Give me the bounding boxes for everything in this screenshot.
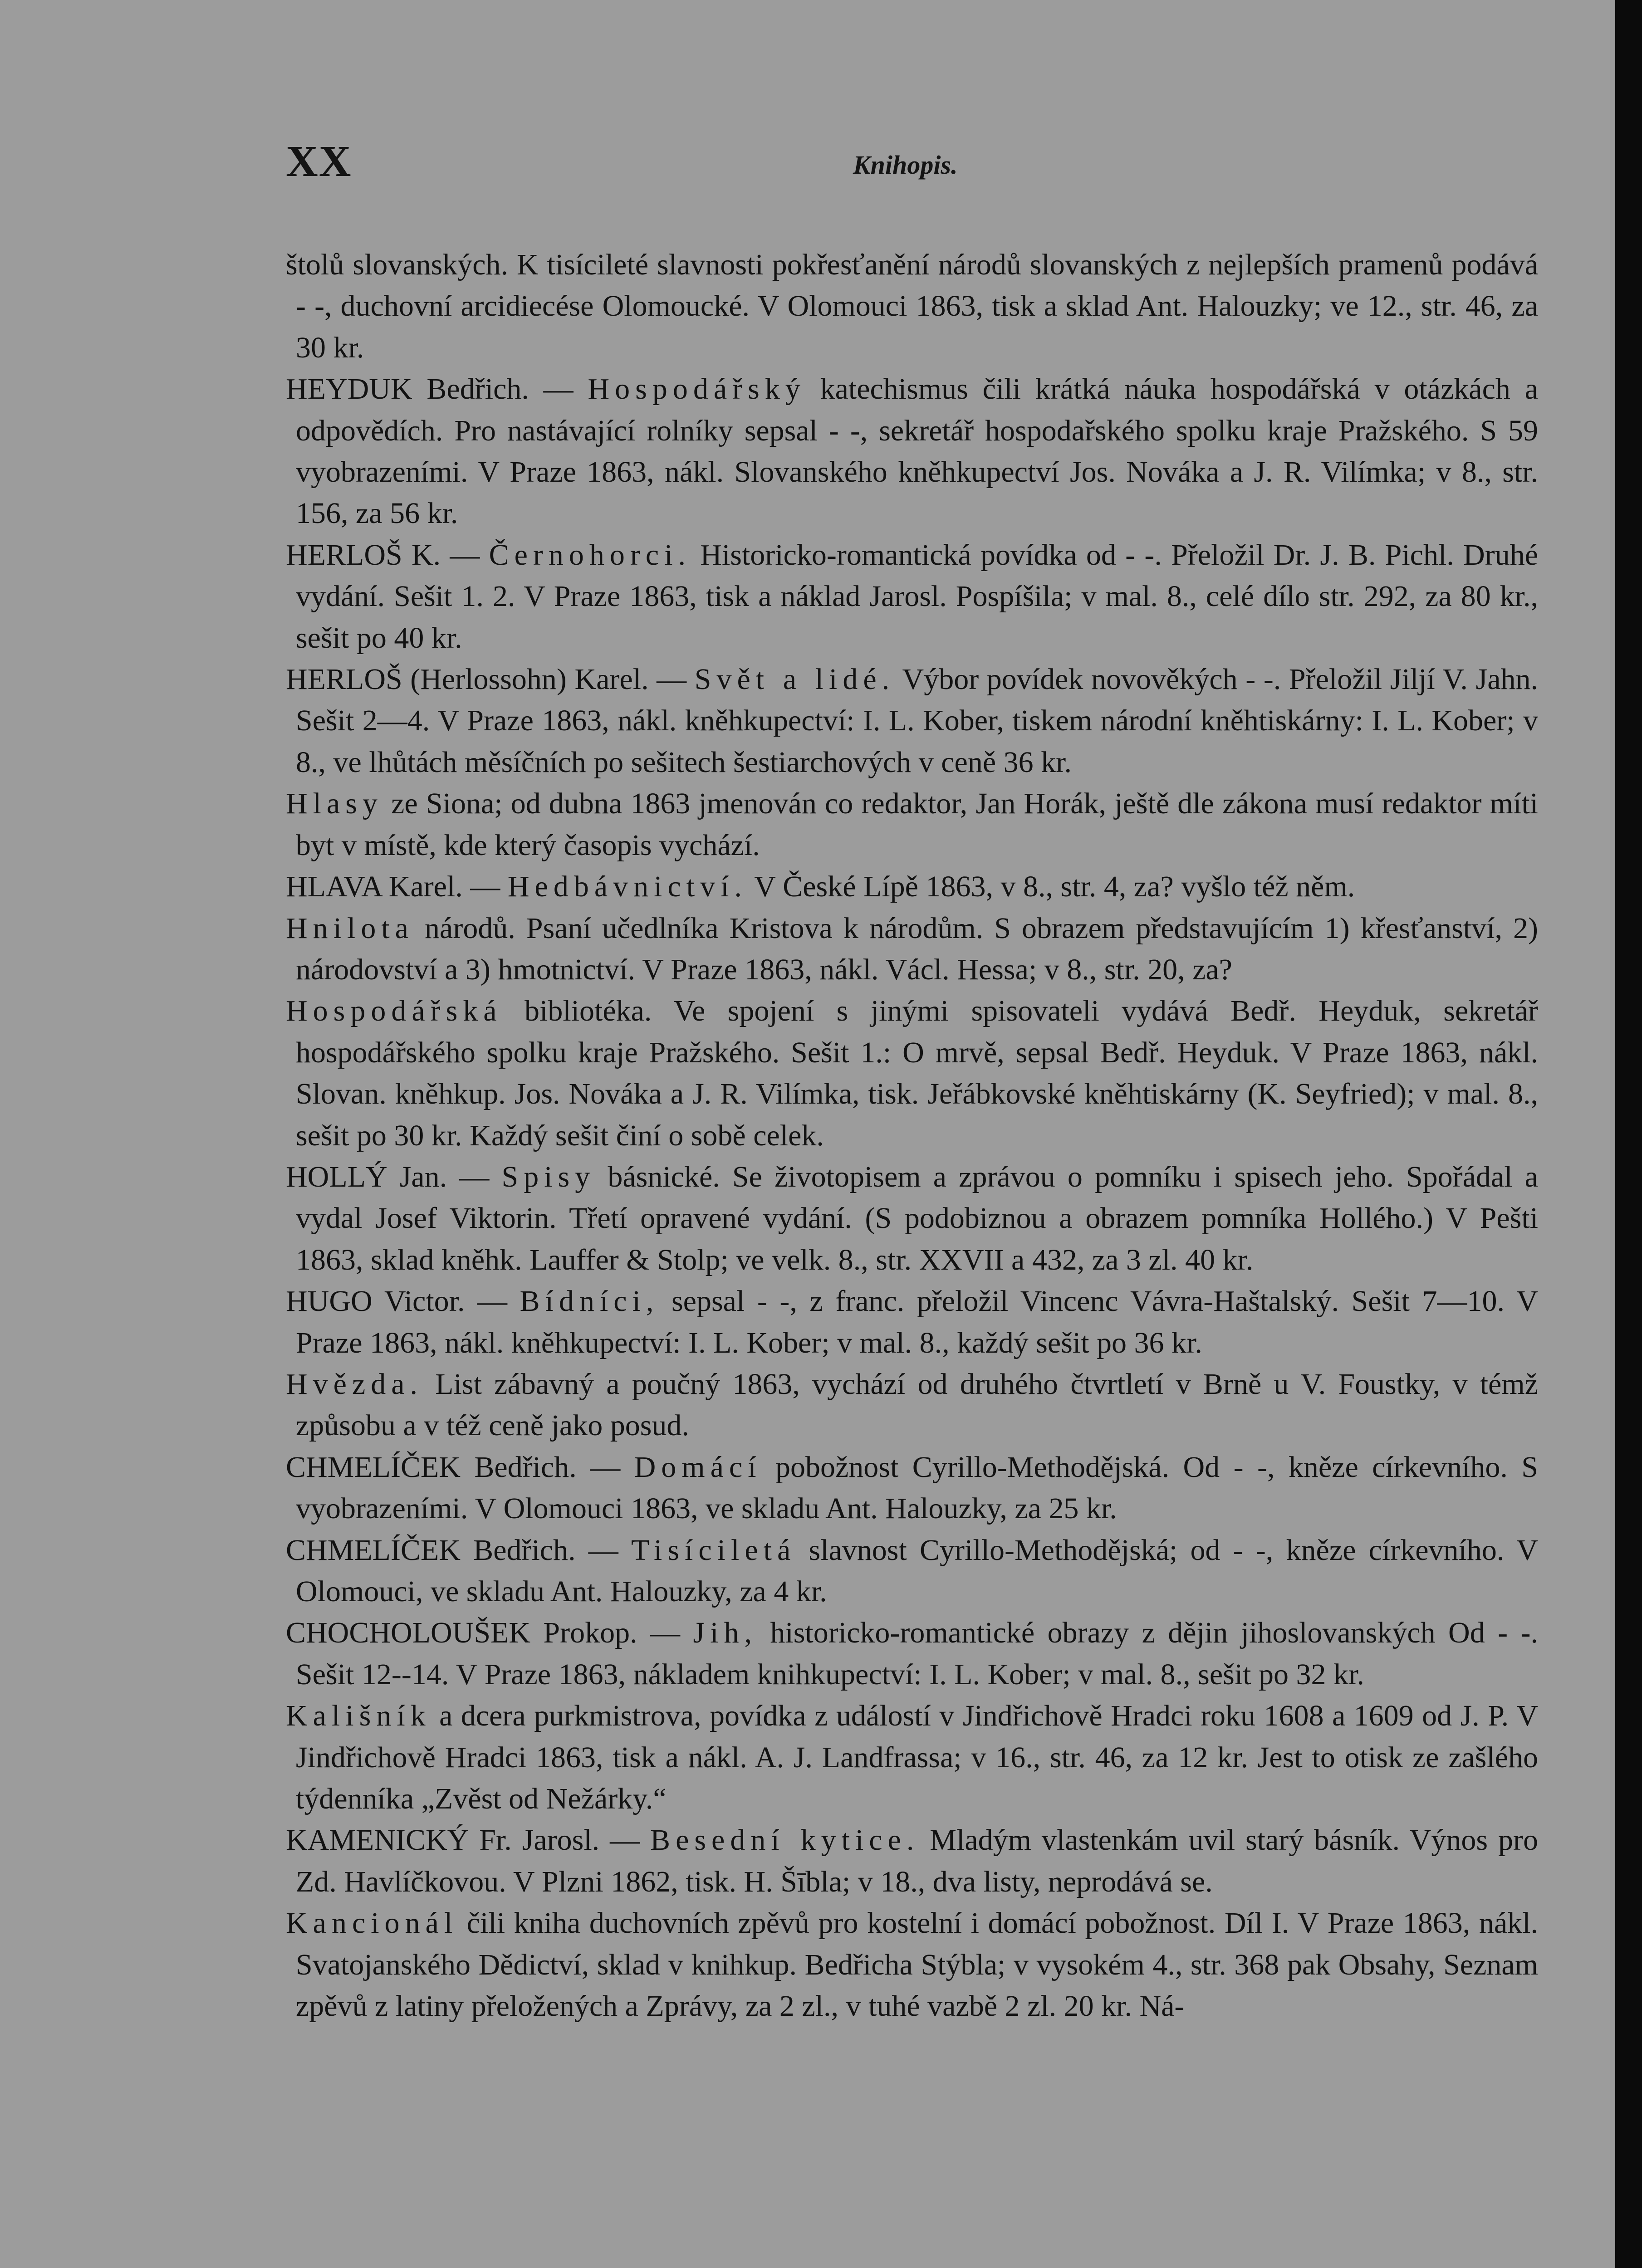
entry: HLAVA Karel. — Hedbávnictví. V České Lípě 1863, v 8., str. 4, za? vyšlo též něm.	[286, 870, 1355, 904]
entry: HOLLÝ Jan. — Spisy básnické. Se životopisem a zprávou o pomníku i spisech jeho. Spořádal a vydal Josef Viktorin. Třetí opravené vydání. (S podobiznou a obrazem pomníka Hollého.) V Pešti 1863, sklad kněhk. Lauffer & Stolp; ve velk. 8., str. XXVII a 432, za 3 zl. 40 kr.	[286, 1160, 1538, 1276]
entry: HUGO Victor. — Bídníci, sepsal - -, z franc. přeložil Vincenc Vávra-Haštalský. Sešit 7—10. V Praze 1863, nákl. kněhkupectví: I. L. Kober; v mal. 8., každý sešit po 36 kr.	[286, 1285, 1538, 1359]
entry: CHMELÍČEK Bedřich. — Domácí pobožnost Cyrillo-Methodějská. Od - -, kněze církevního. S vyobrazeními. V Olomouci 1863, ve skladu Ant. Halouzky, za 25 kr.	[286, 1450, 1538, 1525]
entry: Hvězda. List zábavný a poučný 1863, vychází od druhého čtvrtletí v Brně u V. Foustky, v témž způsobu a v též ceně jako posud.	[286, 1367, 1538, 1442]
running-title: Knihopis.	[853, 150, 958, 180]
entry: HERLOŠ K. — Černohorci. Historicko-romantická povídka od - -. Přeložil Dr. J. B. Pichl. Druhé vydání. Sešit 1. 2. V Praze 1863, tisk a náklad Jarosl. Pospíšila; v mal. 8., celé dílo str. 292, za 80 kr., sešit po 40 kr.	[286, 538, 1538, 655]
page-number: XX	[286, 137, 352, 186]
entry: Hlasy ze Siona; od dubna 1863 jmenován co redaktor, Jan Horák, ještě dle zákona musí redaktor míti byt v místě, kde který časopis vychází.	[286, 787, 1538, 862]
entry: CHMELÍČEK Bedřich. — Tisíciletá slavnost Cyrillo-Methodějská; od - -, kněze církevního. V Olomouci, ve skladu Ant. Halouzky, za 4 kr.	[286, 1533, 1539, 1608]
scan-border	[1615, 0, 1642, 2268]
entry: CHOCHOLOUŠEK Prokop. — Jih, historicko-romantické obrazy z dějin jihoslovanských Od - -. Sešit 12--14. V Praze 1863, nákladem knihkupectví: I. L. Kober; v mal. 8., sešit po 32 kr.	[286, 1616, 1539, 1691]
page-header	[286, 136, 1479, 186]
entry: KAMENICKÝ Fr. Jarosl. — Besední kytice. Mladým vlastenkám uvil starý básník. Výnos pro Zd. Havlíčkovou. V Plzni 1862, tisk. H. Šībla; v 18., dva listy, neprodává se.	[286, 1823, 1538, 1898]
entry: HEYDUK Bedřich. — Hospodářský katechismus čili krátká náuka hospodářská v otázkách a odpovědích. Pro nastávající rolníky sepsal - -, sekretář hospodařského spolku kraje Pražského. S 59 vyobrazeními. V Praze 1863, nákl. Slovanského kněhkupectví Jos. Nováka a J. R. Vilímka; v 8., str. 156, za 56 kr.	[286, 372, 1538, 530]
entry: Kancionál čili kniha duchovních zpěvů pro kostelní i domácí pobožnost. Díl I. V Praze 1863, nákl. Svatojanského Dědictví, sklad v knihkup. Bedřicha Stýbla; v vysokém 4., str. 368 pak Obsahy, Seznam zpěvů z latiny přeložených a Zprávy, za 2 zl., v tuhé vazbě 2 zl. 20 kr. Ná-	[286, 1906, 1538, 2023]
bibliography-text	[286, 244, 1538, 2027]
entry: štolů slovanských. K tisícileté slavnosti pokřesťanění národů slovanských z nejlepších pramenů podává - -, duchovní arcidiecése Olomoucké. V Olomouci 1863, tisk a sklad Ant. Halouzky; ve 12., str. 46, za 30 kr.	[286, 248, 1538, 364]
entry: Hospodářská bibliotéka. Ve spojení s jinými spisovateli vydává Bedř. Heyduk, sekretář hospodářského spolku kraje Pražského. Sešit 1.: O mrvě, sepsal Bedř. Heyduk. V Praze 1863, nákl. Slovan. kněhkup. Jos. Nováka a J. R. Vilímka, tisk. Jeřábkovské kněhtiskárny (K. Seyfried); v mal. 8., sešit po 30 kr. Každý sešit činí o sobě celek.	[286, 994, 1538, 1152]
entry: Kališník a dcera purkmistrova, povídka z událostí v Jindřichově Hradci roku 1608 a 1609 od J. P. V Jindřichově Hradci 1863, tisk a nákl. A. J. Landfrassa; v 16., str. 46, za 12 kr. Jest to otisk ze zašlého týdenníka „Zvěst od Nežárky.“	[286, 1699, 1538, 1816]
entry: HERLOŠ (Herlossohn) Karel. — Svět a lidé. Výbor povídek novověkých - -. Přeložil Jiljí V. Jahn. Sešit 2—4. V Praze 1863, nákl. kněhkupectví: I. L. Kober, tiskem národní kněhtiskárny: I. L. Kober; v 8., ve lhůtách měsíčních po sešitech šestiarchových v ceně 36 kr.	[286, 663, 1538, 779]
entry: Hnilota národů. Psaní učedlníka Kristova k národům. S obrazem představujícím 1) křesťanství, 2) národovství a 3) hmotnictví. V Praze 1863, nákl. Václ. Hessa; v 8., str. 20, za?	[286, 911, 1538, 986]
